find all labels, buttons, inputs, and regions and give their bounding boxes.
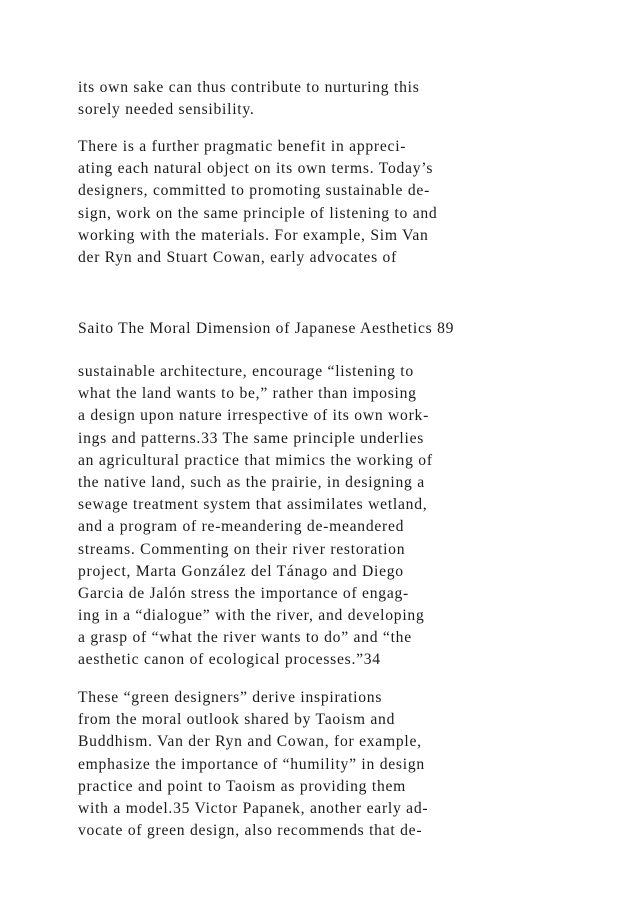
text-line: There is a further pragmatic benefit in appreci- [78, 138, 407, 155]
text-line: practice and point to Taoism as providing them [78, 777, 407, 795]
text-line: project, Marta González del Tánago and Diego [78, 562, 404, 580]
text-line: ing in a “dialogue” with the river, and developing [78, 607, 425, 625]
text-line: Buddhism. Van der Ryn and Cowan, for example, [78, 733, 422, 751]
text-line: sign, work on the same principle of listening to and [78, 204, 438, 222]
running-header-text: Saito The Moral Dimension of Japanese Aesthetics 89 [78, 320, 455, 337]
text-line: a grasp of “what the river wants to do” and “the [78, 629, 412, 647]
paragraph-sustainable-architecture [78, 361, 433, 672]
text-line: working with the materials. For example, Sim Van [78, 226, 429, 244]
text-line: a design upon nature irrespective of its own work- [78, 407, 430, 425]
paragraph-continuation [78, 77, 420, 121]
paragraph-green-designers [78, 687, 428, 842]
paragraph-pragmatic-benefit [78, 136, 437, 269]
text-line: der Ryn and Stuart Cowan, early advocates of [78, 248, 398, 266]
text-line: with a model.35 Victor Papanek, another early ad- [78, 799, 429, 817]
text-line: sustainable architecture, encourage “listening to [78, 363, 414, 380]
text-line: and a program of re-meandering de-meandered [78, 518, 405, 536]
text-line: sorely needed sensibility. [78, 101, 255, 119]
text-line: vocate of green design, also recommends that de- [78, 822, 423, 840]
text-line: emphasize the importance of “humility” in design [78, 755, 425, 773]
text-line: what the land wants to be,” rather than imposing [78, 385, 417, 403]
text-line: Garcia de Jalón stress the importance of engag- [78, 584, 409, 602]
text-line: its own sake can thus contribute to nurturing this [78, 79, 420, 96]
text-line: streams. Commenting on their river restoration [78, 540, 406, 558]
running-header [78, 318, 454, 340]
text-line: the native land, such as the prairie, in designing a [78, 473, 425, 491]
text-line: from the moral outlook shared by Taoism and [78, 711, 396, 729]
text-line: an agricultural practice that mimics the working of [78, 451, 433, 469]
text-line: ating each natural object on its own terms. Today’s [78, 160, 434, 178]
text-line: designers, committed to promoting sustainable de- [78, 182, 431, 200]
text-line: sewage treatment system that assimilates wetland, [78, 496, 428, 514]
text-line: ings and patterns.33 The same principle underlies [78, 429, 425, 447]
text-line: aesthetic canon of ecological processes.”34 [78, 651, 381, 669]
text-line: These “green designers” derive inspirations [78, 689, 383, 706]
